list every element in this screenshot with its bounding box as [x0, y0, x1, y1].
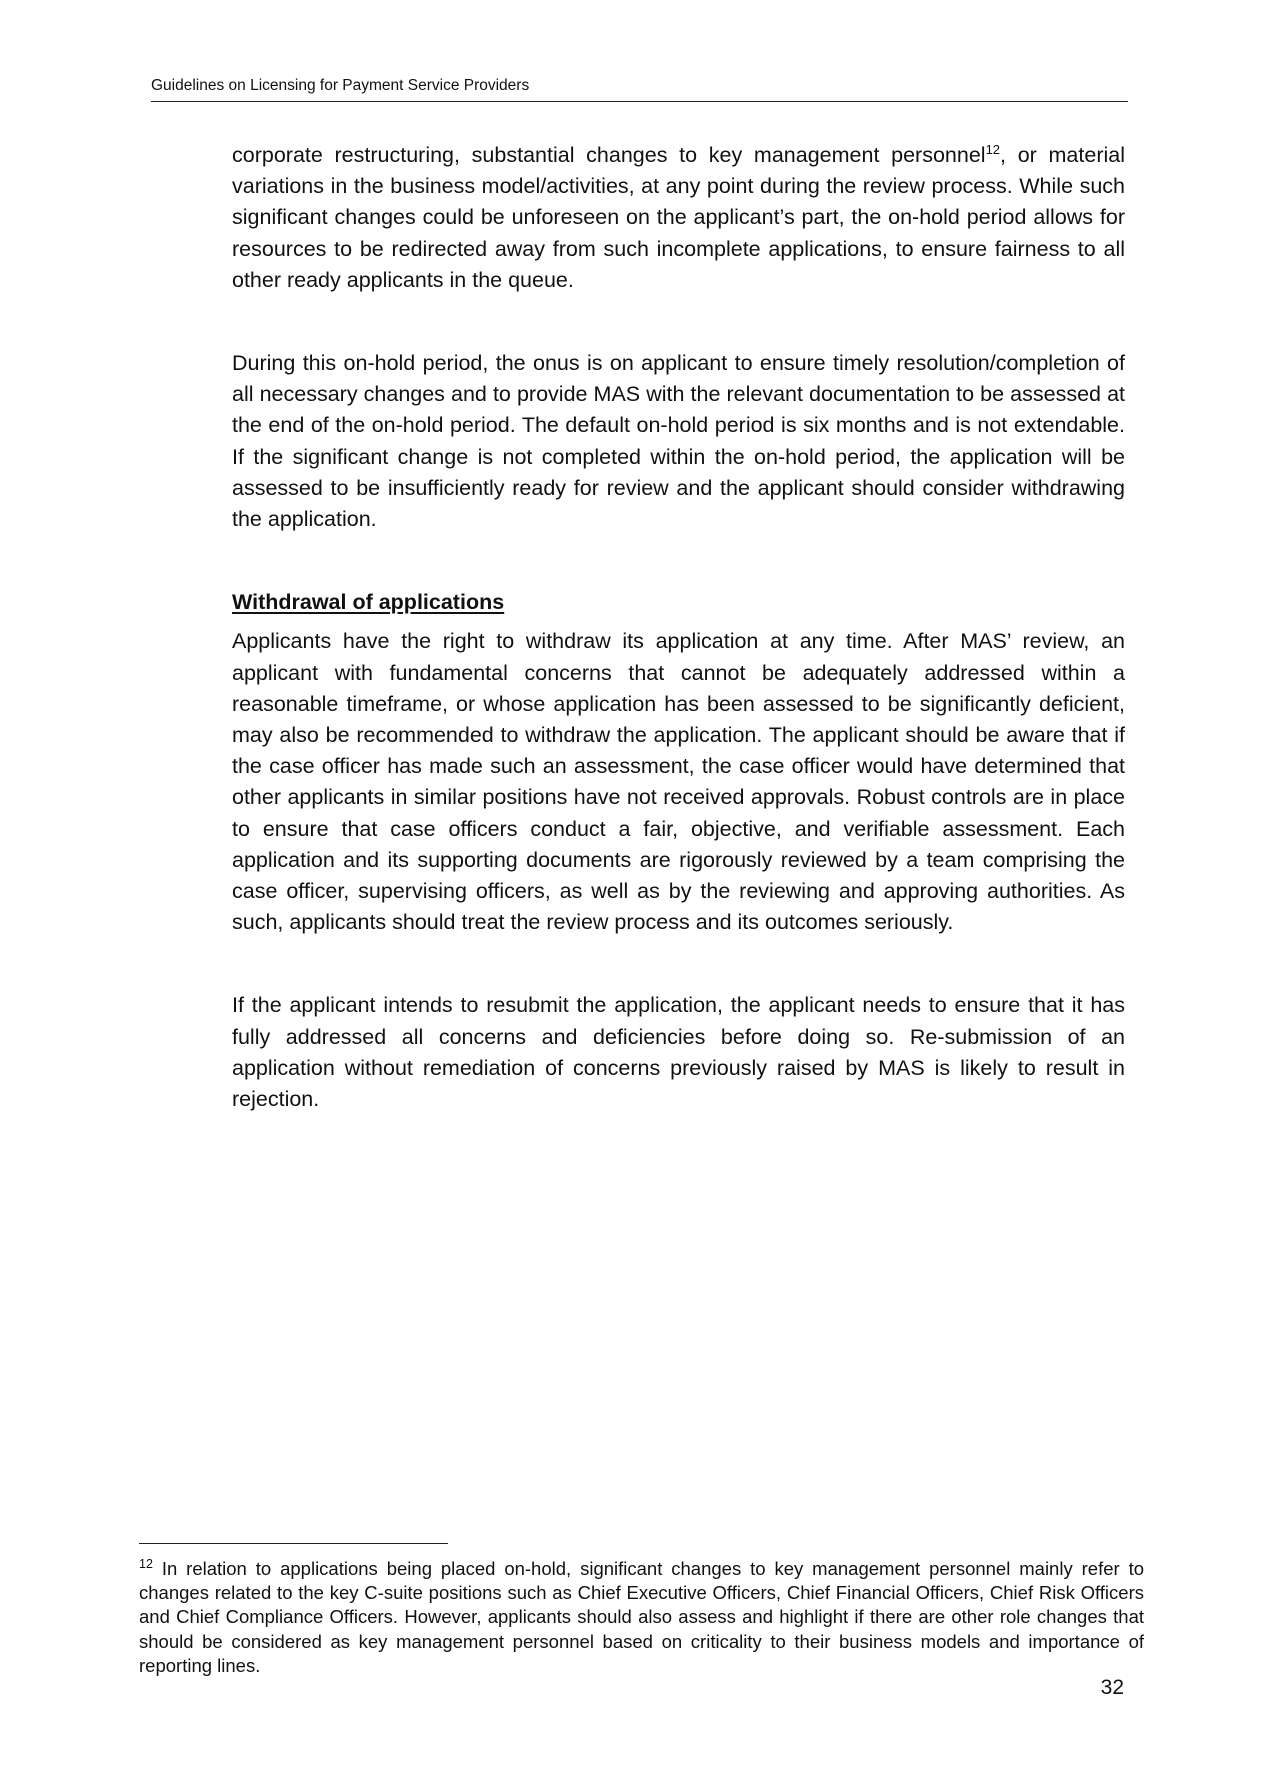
page-number: 32 — [1100, 1676, 1124, 1699]
footnote-text: In relation to applications being placed on-hold, significant changes to key management personnel mainly refer to changes related to the key C-suite positions such as Chief Executive Officers, Chief Financial Officers, Chief Risk Officers and Chief Compliance Officers. However, applicants should also assess and highlight if there are other role changes that should be considered as key management personnel based on criticality to their business models and importance of reporting lines. — [139, 1558, 1144, 1676]
paragraph-withdrawal-rights: Applicants have the right to withdraw its application at any time. After MAS’ review, an applicant with fundamental concerns that cannot be adequately addressed within a reasonable timeframe, or whose application has been assessed to be significantly deficient, may also be recommended to withdraw the application. The applicant should be aware that if the case officer has made such an assessment, the case officer would have determined that other applicants in similar positions have not received approvals. Robust controls are in place to ensure that case officers conduct a fair, objective, and verifiable assessment. Each application and its supporting documents are rigorously reviewed by a team comprising the case officer, supervising officers, as well as by the reviewing and approving authorities. As such, applicants should treat the review process and its outcomes seriously. — [232, 629, 1125, 935]
paragraph-text: , or material variations in the business model/activities, at any point during the review process. While such significant changes could be unforeseen on the applicant’s part, the on-hold period allows for resources to be redirected away from such incomplete applications, to ensure fairness to all other ready applicants in the queue. — [232, 143, 1125, 292]
body-column — [232, 140, 1125, 1115]
footnote-marker: 12 — [139, 1556, 153, 1571]
section-heading-withdrawal: Withdrawal of applications — [232, 590, 505, 615]
paragraph-on-hold-period: During this on-hold period, the onus is on applicant to ensure timely resolution/completion of all necessary changes and to provide MAS with the relevant documentation to be assessed at the end of the on-hold period. The default on-hold period is six months and is not extendable. If the significant change is not completed within the on-hold period, the application will be assessed to be insufficiently ready for review and the applicant should consider withdrawing the application. — [232, 351, 1125, 532]
running-header — [151, 76, 1128, 102]
paragraph-on-hold-continued — [232, 140, 1125, 296]
running-header-title: Guidelines on Licensing for Payment Service Providers — [151, 77, 530, 94]
footnote-separator — [139, 1543, 448, 1544]
footnote-reference-12[interactable]: 12 — [985, 141, 1001, 157]
paragraph-resubmission: If the applicant intends to resubmit the application, the applicant needs to ensure that it has fully addressed all concerns and deficiencies before doing so. Re-submission of an application without remediation of concerns previously raised by MAS is likely to result in rejection. — [232, 993, 1125, 1112]
footnote-12 — [139, 1557, 1144, 1678]
paragraph-text: corporate restructuring, substantial changes to key management personnel — [232, 143, 986, 167]
